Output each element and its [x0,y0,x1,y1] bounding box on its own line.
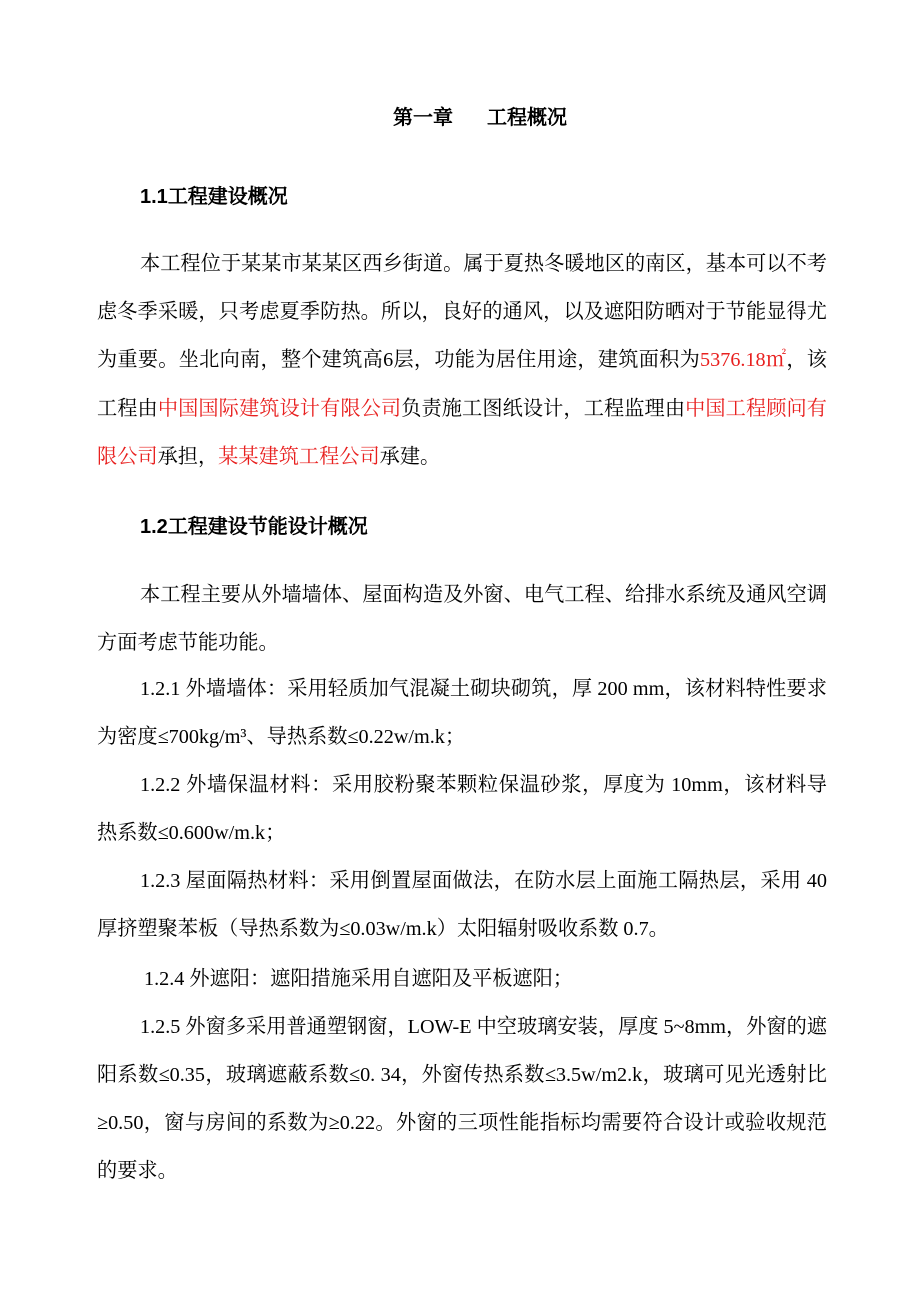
para-text-4: 负责施工图纸设计，工程监理由 [401,396,686,420]
section-1-1-heading [140,181,288,212]
para-text-5: 承担， [157,444,219,468]
design-company: 中国国际建筑设计有限公司 [157,396,402,420]
item-1-2-3: 1.2.3 屋面隔热材料：采用倒置屋面做法，在防水层上面施工隔热层，采用 40 厚挤塑聚苯板（导热系数为≤0.03w/m.k）太阳辐射吸收系数 0.7。 [97,870,827,940]
section-1-1-number: 1.1 [140,186,168,208]
supervision-company: 中国工程顾问有限公司 [97,396,827,468]
chapter-title [0,102,920,132]
section-1-1-paragraph [97,239,827,480]
para-text-6: 承建。 [379,444,441,468]
item-1-2-2: 1.2.2 外墙保温材料：采用胶粉聚苯颗粒保温砂浆，厚度为 10mm，该材料导热系数≤0.600w/m.k； [97,774,827,844]
chapter-number: 第一章 [393,105,453,129]
para-text-2: 层，功能为居住用途，建筑面积为 [393,347,701,371]
section-1-2-heading [140,511,368,542]
para-text-3: ，该工程由 [97,347,827,420]
floor-count: 6 [383,349,394,371]
item-1-2-5: 1.2.5 外窗多采用普通塑钢窗，LOW-E 中空玻璃安装，厚度 5~8mm，外窗的遮阳系数≤0.35，玻璃遮蔽系数≤0. 34，外窗传热系数≤3.5w/m2.k，玻璃可见光透射比≥0.50，窗与房间的系数为≥0.22。外窗的三项性能指标均需要符合设计或验收规范的要求。 [97,1016,827,1182]
section-1-2-number: 1.2 [140,516,168,538]
construction-company: 某某建筑工程公司 [218,444,380,468]
section-1-2-title: 工程建设节能设计概况 [167,514,368,538]
item-1-2-1: 1.2.1 外墙墙体：采用轻质加气混凝土砌块砌筑，厚 200 mm，该材料特性要求为密度≤700kg/m³、导热系数≤0.22w/m.k； [97,678,827,748]
building-area: 5376.18㎡ [700,349,787,371]
section-1-1-title: 工程建设概况 [167,184,288,208]
chapter-name: 工程概况 [487,105,567,129]
item-1-2-4: 1.2.4 外遮阳：遮阳措施采用自遮阳及平板遮阳； [144,968,573,990]
para-text-1: 本工程位于某某市某某区西乡街道。属于夏热冬暖地区的南区，基本可以不考虑冬季采暖，只考虑夏季防热。所以，良好的通风，以及遮阳防晒对于节能显得尤为重要。坐北向南，整个建筑高 [97,251,827,371]
section-1-2-intro: 本工程主要从外墙墙体、屋面构造及外窗、电气工程、给排水系统及通风空调方面考虑节能功能。 [97,582,827,654]
